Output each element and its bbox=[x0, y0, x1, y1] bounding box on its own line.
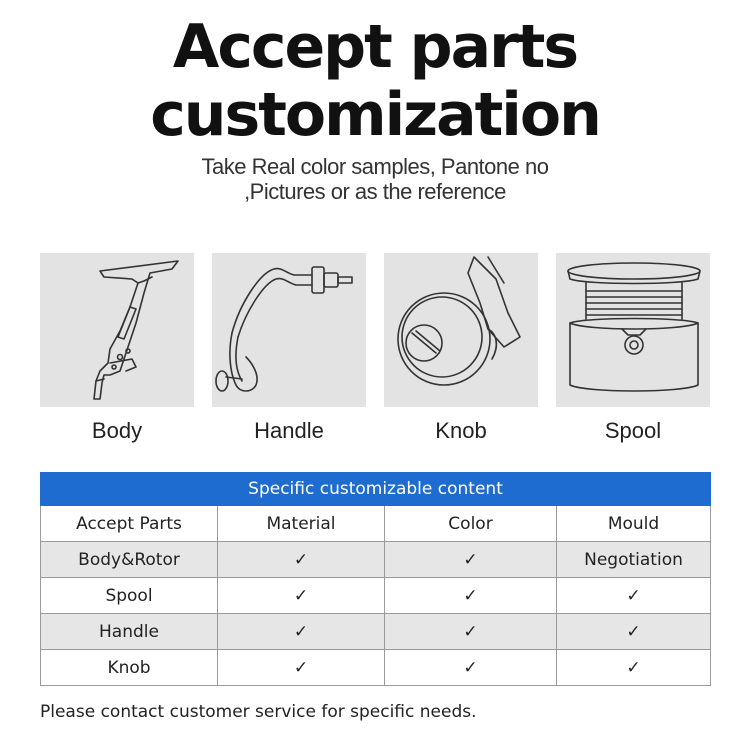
mould-cell: ✓ bbox=[557, 578, 711, 614]
part-label-spool: Spool bbox=[604, 418, 662, 443]
check-cell: ✓ bbox=[385, 614, 557, 650]
mould-cell: ✓ bbox=[557, 614, 711, 650]
table-row bbox=[41, 578, 711, 614]
page-title-line1: Accept parts bbox=[172, 12, 578, 82]
subtitle-line2: ,Pictures or as the reference bbox=[244, 179, 506, 204]
column-header: Mould bbox=[557, 506, 711, 542]
reel-handle-icon bbox=[212, 253, 366, 407]
customization-table bbox=[40, 472, 711, 686]
check-cell: ✓ bbox=[218, 542, 385, 578]
table-row bbox=[41, 614, 711, 650]
reel-body-icon bbox=[40, 253, 194, 407]
check-cell: ✓ bbox=[218, 614, 385, 650]
check-cell: ✓ bbox=[385, 650, 557, 686]
check-cell: ✓ bbox=[385, 578, 557, 614]
part-name-cell: Knob bbox=[41, 650, 218, 686]
mould-cell: Negotiation bbox=[557, 542, 711, 578]
column-header: Accept Parts bbox=[41, 506, 218, 542]
part-name-cell: Body&Rotor bbox=[41, 542, 218, 578]
table-title: Specific customizable content bbox=[41, 473, 711, 506]
reel-spool-icon bbox=[556, 253, 710, 407]
check-cell: ✓ bbox=[385, 542, 557, 578]
part-label-handle: Handle bbox=[254, 418, 324, 443]
reel-knob-icon bbox=[384, 253, 538, 407]
check-cell: ✓ bbox=[218, 578, 385, 614]
column-header: Material bbox=[218, 506, 385, 542]
part-label-knob: Knob bbox=[435, 418, 487, 443]
part-label-body: Body bbox=[91, 418, 143, 443]
footer-note: Please contact customer service for specific needs. bbox=[40, 702, 477, 722]
table-row bbox=[41, 650, 711, 686]
page-title-line2: customization bbox=[150, 80, 600, 150]
table-row bbox=[41, 542, 711, 578]
part-name-cell: Handle bbox=[41, 614, 218, 650]
mould-cell: ✓ bbox=[557, 650, 711, 686]
column-header: Color bbox=[385, 506, 557, 542]
check-cell: ✓ bbox=[218, 650, 385, 686]
table-header-row bbox=[41, 506, 711, 542]
part-name-cell: Spool bbox=[41, 578, 218, 614]
subtitle-line1: Take Real color samples, Pantone no bbox=[201, 154, 549, 179]
